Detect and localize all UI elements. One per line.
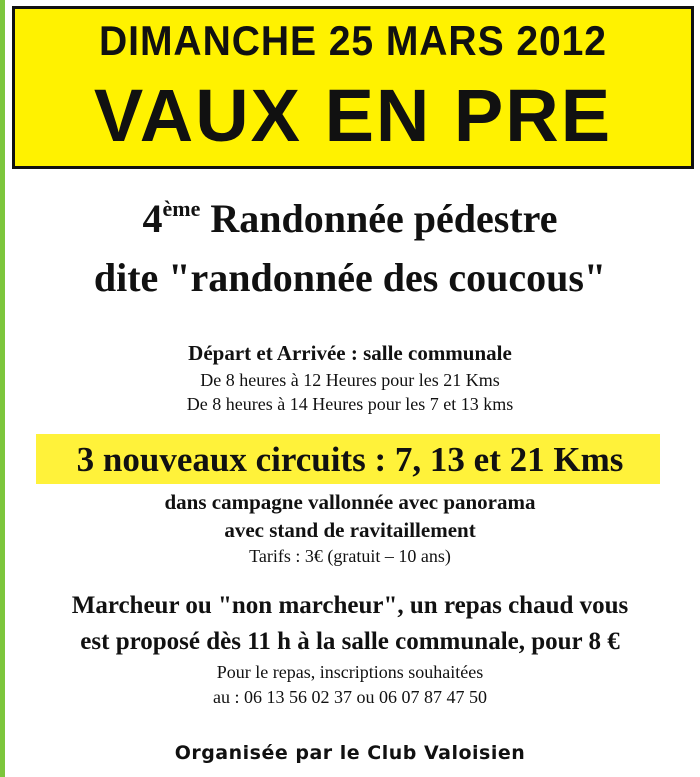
title-ordinal-number: 4 [142, 196, 163, 241]
hours-7-13km: De 8 heures à 14 Heures pour les 7 et 13 kms [186, 394, 514, 414]
circuits-description: dans campagne vallonnée avec panorama [164, 490, 536, 514]
meal-inscription: Pour le repas, inscriptions souhaitées [216, 662, 484, 682]
organizer-credit: Organisée par le Club Valoisien [174, 742, 526, 764]
title-ordinal-suffix: ème [162, 196, 201, 221]
hours-21km: De 8 heures à 12 Heures pour les 21 Kms [200, 370, 500, 390]
phone-numbers: au : 06 13 56 02 37 ou 06 07 87 47 50 [213, 687, 487, 707]
event-subtitle: dite "randonnée des coucous" [93, 255, 607, 300]
pricing: Tarifs : 3€ (gratuit – 10 ans) [249, 546, 451, 566]
event-date: DIMANCHE 25 MARS 2012 [99, 17, 607, 64]
header-banner [12, 6, 694, 169]
title-line1-rest: Randonnée pédestre [200, 196, 558, 241]
event-title [0, 195, 700, 242]
event-place: VAUX EN PRE [93, 74, 613, 157]
meal-line-1: Marcheur ou "non marcheur", un repas chaud vous [71, 592, 629, 619]
departure-location: Départ et Arrivée : salle communale [188, 341, 512, 365]
meal-line-2: est proposé dès 11 h à la salle communale, pour 8 € [80, 628, 620, 655]
refreshment-stand: avec stand de ravitaillement [224, 518, 476, 542]
circuits-headline: 3 nouveaux circuits : 7, 13 et 21 Kms [76, 440, 624, 479]
